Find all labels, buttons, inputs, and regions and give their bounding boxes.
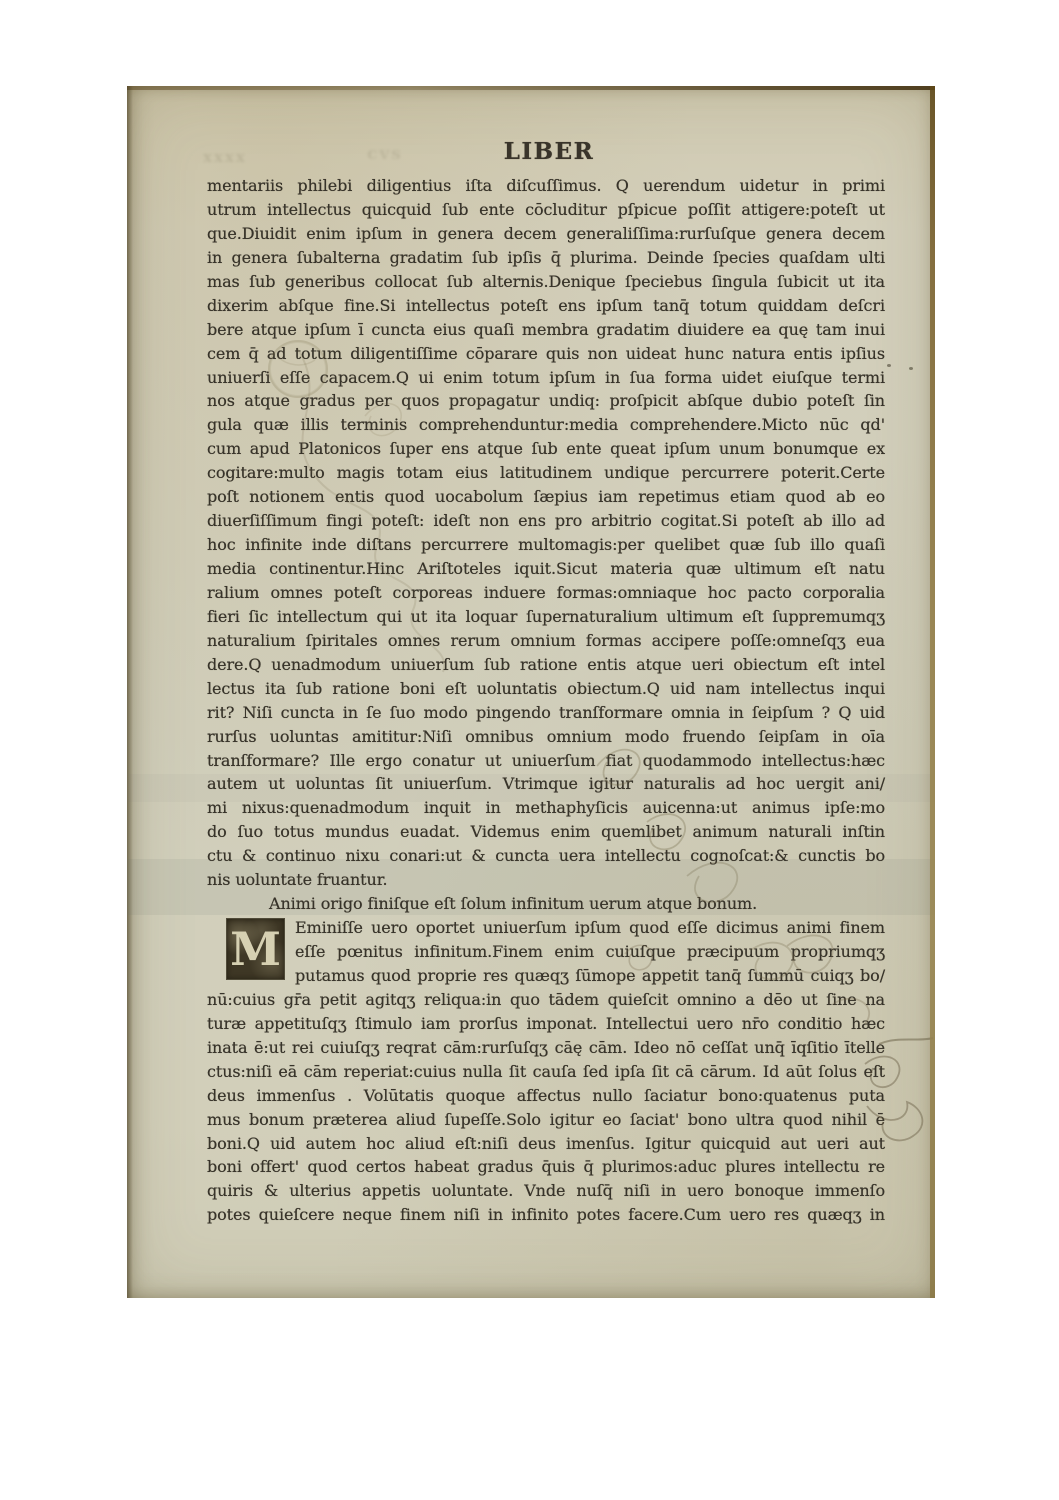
- text-line: cem q̄ ad totum diligentiſſime cōparare quis non uideat hunc natura entis ipſius: [207, 343, 885, 363]
- text-line: dixerim abſque fine.Si intellectus poteſt ens ipſum tanq̄ totum quiddam deſcri: [207, 295, 885, 315]
- text-line: eſſe pœnitus infinitum.Finem enim cuiuſque præcipuum propriumqʒ: [295, 942, 885, 961]
- text-line: nos atque gradus per quos propagatur undiq: proſpicit abſque dubio poteſt ſin: [207, 391, 885, 411]
- text-line: rurſus uoluntas amititur:Niſi omnibus omnium modo fruendo ſeipſam in oīa: [207, 726, 885, 746]
- text-line: lectus ita ſub ratione boni eſt uoluntatis obiectum.Q uid nam intellectus inqui: [207, 678, 885, 698]
- text-line: potes quieſcere neque finem niſi in infinito potes facere.Cum uero res quæqʒ in: [207, 1205, 885, 1225]
- text-line: nū:cuius gr̄a petit agitqʒ reliqua:in quo tādem quieſcit omnino a dēo ut ſine na: [207, 989, 885, 1009]
- text-line: cum apud Platonicos ſuper ens atque ſub ente queat ipſum unum bonumque ex: [207, 439, 885, 459]
- text-line: cogitare:multo magis totam eius latitudinem undique percurrere poterit.Certe: [207, 463, 885, 483]
- text-line: do ſuo totus mundus euadat. Videmus enim quemlibet animum naturali inſtin: [207, 822, 885, 842]
- section-heading-line: Animi origo finiſque eſt ſolum infinitum uerum atque bonum.: [269, 894, 758, 914]
- page-top-edge: [127, 86, 935, 90]
- text-block: [207, 174, 885, 1227]
- text-line: uniuerſi eſſe capacem.Q ui enim totum ipſum in ſua forma uidet eiuſque termi: [207, 367, 885, 387]
- ink-speck: [909, 367, 913, 370]
- text-line: ralium omnes poteſt corporeas induere formas:omniaque hoc pacto corporalia: [207, 582, 885, 602]
- paragraph-continuation: [207, 988, 885, 1227]
- text-line: naturalium ſpiritales omnes rerum omnium formas accipere poſſe:omneſqʒ eua: [207, 630, 885, 650]
- text-line: ctus:niſi eā cām reperiat:cuius nulla ſit cauſa ſed ipſa ſit cā cārum. Id aūt ſolus eſt: [207, 1061, 885, 1081]
- text-line: utrum intellectus quicquid ſub ente cōcluditur pſpicue poſſit attigere:poteſt ut: [207, 199, 885, 219]
- text-line: Eminiſſe uero oportet uniuerſum ipſum quod eſſe dicimus animi finem: [295, 918, 885, 938]
- paragraph-last-line: nis uoluntate fruantur.: [207, 870, 388, 890]
- text-line: media continentur.Hinc Ariſtoteles iquit.Sicut materia quæ ultimum eſt natu: [207, 559, 885, 578]
- text-line: hoc infinite inde diſtans percurrere multomagis:per quelibet quæ ſub illo quaſi: [207, 535, 885, 555]
- page-gutter-shadow: [127, 86, 133, 1298]
- text-line: boni.Q uid autem hoc aliud eſt:niſi deus imenſus. Igitur quicquid aut ueri aut: [207, 1133, 885, 1153]
- text-line: rit? Niſi cuncta in ſe ſuo modo pingendo tranſformare omnia in ſeipſum ? Q uid: [207, 702, 885, 722]
- text-line: bere atque ipſum ī cuncta eius quaſi membra gradatim diuidere ea quę tam inui: [207, 319, 885, 339]
- text-line: inata ē:ut rei cuiuſqʒ reqrat cām:rurſuſqʒ cāę cām. Ideo nō ceſſat unq̄ īqſitio ītelle: [207, 1037, 885, 1057]
- drop-cap-initial: M: [227, 919, 284, 979]
- text-line: autem ut uoluntas ſit uniuerſum. Vtrimque igitur naturalis ad hoc uergit ani/: [207, 774, 885, 794]
- running-title: LIBER: [503, 138, 595, 165]
- show-through-folio-mark: xxxx: [203, 148, 247, 166]
- text-line: tranſformare? Ille ergo conatur ut uniuerſum fiat quodammodo intellectus:hæc: [207, 750, 885, 770]
- text-line: gula quæ illis terminis comprehenduntur:media comprehendere.Micto nūc qd': [207, 415, 885, 435]
- text-line: que.Diuidit enim ipſum in genera decem generaliſſima:rurſuſque genera decem: [207, 223, 885, 243]
- text-line: boni offert' quod certos habeat gradus q̄uis q̄ plurimos:aduc plures intellectu re: [207, 1157, 885, 1177]
- text-line: mus bonum præterea aliud ſupeſſe.Solo igitur eo ſaciat' bono ultra quod nihil ē: [207, 1109, 885, 1129]
- text-line: turæ appetituſqʒ ſtimulo iam prorſus imponat. Intellectui uero nr̄o conditio hæc: [207, 1013, 885, 1033]
- drop-cap-indented-lines: [207, 916, 885, 988]
- show-through-title-mark: cvs: [367, 144, 403, 164]
- text-line: poſt notionem entis quod uocabolum ſæpius iam repetimus etiam quod ab eo: [207, 487, 885, 507]
- embossed-library-stamp: [268, 340, 328, 398]
- text-line: deus immenſus . Volūtatis quoque affectus nullo ſaciatur bono:quatenus puta: [207, 1085, 885, 1105]
- scanned-book-page: [127, 86, 935, 1298]
- paragraph-main: [207, 174, 885, 868]
- text-line: dere.Q uenadmodum uniuerſum ſub ratione entis atque ueri obiectum eſt intel: [207, 654, 885, 674]
- text-line: quiris & ulterius appetis uoluntate. Vnde nuſq̄ niſi in uero bonoque immenſo: [207, 1181, 885, 1201]
- text-line: fieri ſic intellectum qui ut ita loquar ſupernaturalium ultimum eſt ſuppremumqʒ: [207, 606, 885, 626]
- ink-speck: [887, 364, 891, 367]
- text-line: mas ſub generibus collocat ſub alternis.Denique ſpeciebus ſingula ſubicit ut ita: [207, 271, 885, 291]
- text-line: in genera ſubalterna gradatim ſub ipſis q̄ plurima. Deinde ſpecies quaſdam ulti: [207, 247, 885, 267]
- drop-cap-paragraph: [207, 916, 885, 1227]
- text-line: diuerſiſſimum fingi poteſt: ideſt non ens pro arbitrio cogitat.Si poteſt ab illo ad: [207, 511, 885, 531]
- text-line: mentariis philebi diligentius iſta diſcuſſimus. Q uerendum uidetur in primi: [207, 176, 885, 195]
- text-line: putamus quod proprie res quæqʒ ſūmope appetit tanq̄ ſummū cuiqʒ bo/: [295, 965, 885, 985]
- text-line: mi nixus:quenadmodum inquit in methaphyſicis auicenna:ut animus ipſe:mo: [207, 798, 885, 818]
- text-line: ctu & continuo nixu conari:ut & cuncta uera intellectu cognoſcat:& cunctis bo: [207, 846, 885, 866]
- page-fore-edge: [930, 86, 935, 1298]
